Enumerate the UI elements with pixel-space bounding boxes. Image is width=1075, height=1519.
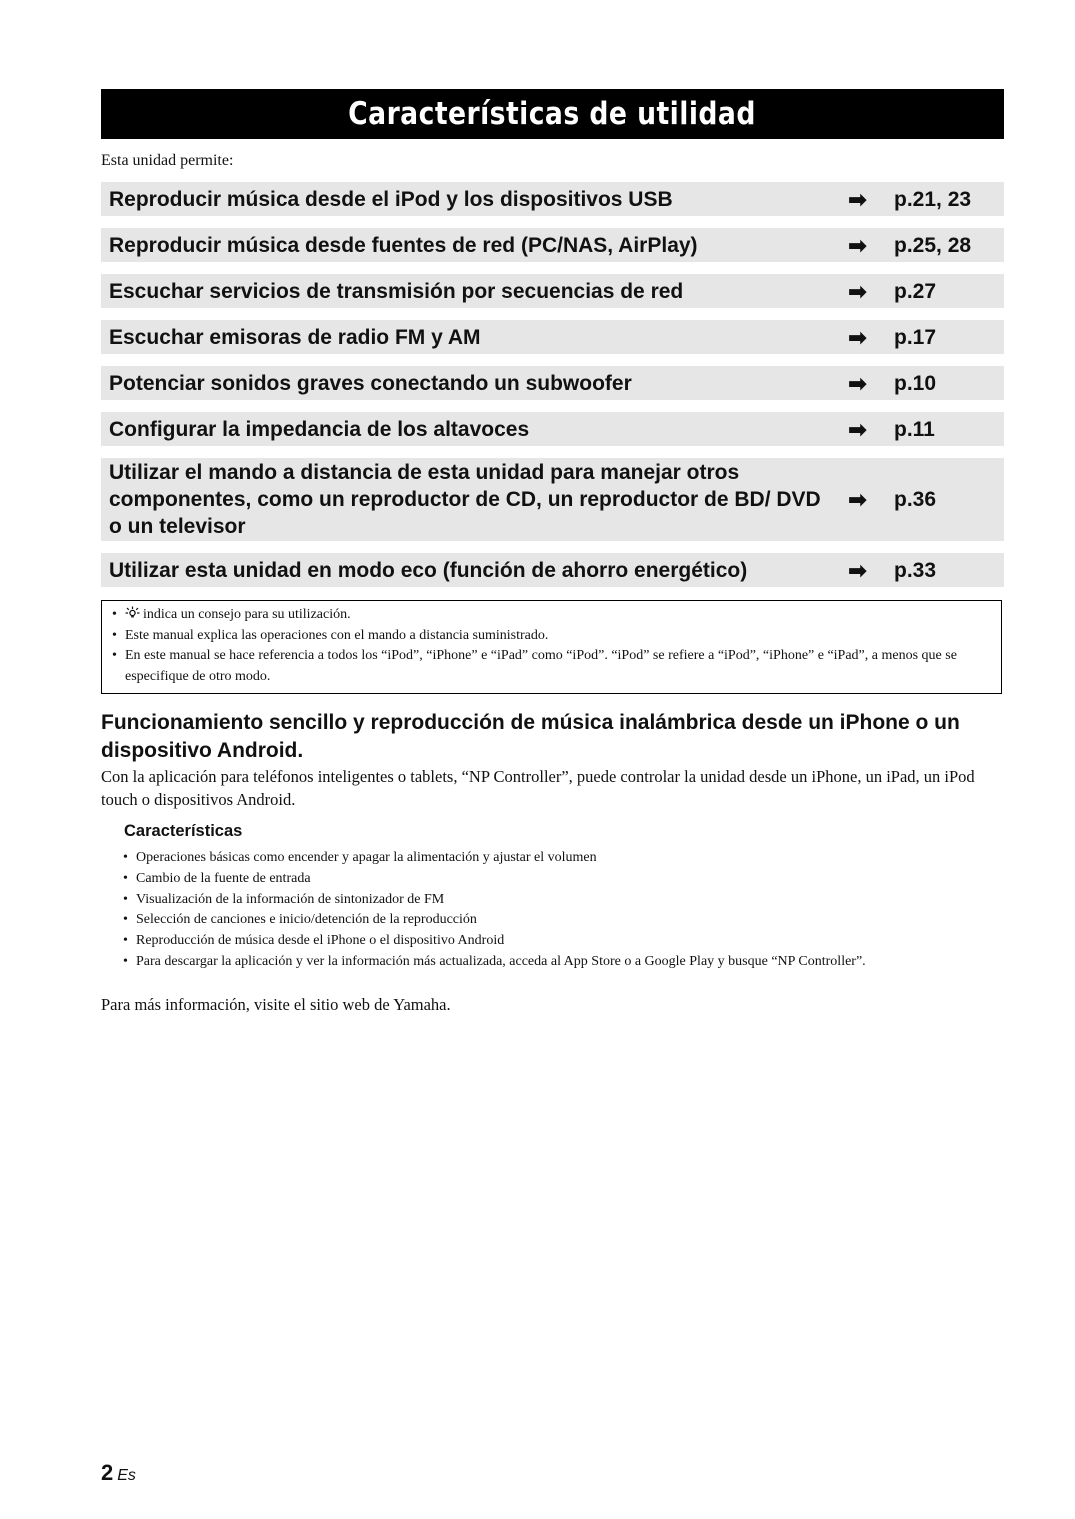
arrow-right-icon: ➡: [848, 370, 867, 396]
page-reference: p.33: [894, 558, 937, 582]
page-reference: p.36: [894, 488, 937, 511]
list-item: • Visualización de la información de sintonizador de FM: [123, 890, 1023, 911]
page-title: Características de utilidad: [348, 96, 757, 132]
page-reference: p.25, 28: [894, 233, 972, 257]
feature-text: Escuchar emisoras de radio FM y AM: [109, 325, 481, 349]
features-subheading: Características: [124, 822, 243, 840]
feature-row: [101, 553, 1004, 587]
arrow-right-icon: ➡: [848, 278, 867, 304]
more-info-text: Para más información, visite el sitio web de Yamaha.: [101, 995, 451, 1014]
title-bar: [101, 89, 1004, 139]
page-number: [101, 1460, 136, 1486]
tip-lightbulb-icon: [125, 605, 140, 626]
feature-row: [101, 182, 1004, 216]
feature-text: Utilizar el mando a distancia de esta unidad para manejar otros componentes, como un reproductor de CD, un reproductor de BD/ DVD o un televisor: [109, 461, 821, 538]
section-heading: Funcionamiento sencillo y reproducción de música inalámbrica desde un iPhone o un dispositivo Android.: [101, 711, 960, 762]
note-text: indica un consejo para su utilización.: [143, 607, 351, 622]
feature-row: [101, 366, 1004, 400]
feature-row: [101, 320, 1004, 354]
notes-box: [101, 600, 1002, 694]
arrow-right-icon: ➡: [848, 557, 867, 583]
page-reference: p.11: [894, 417, 935, 441]
page-reference: p.10: [894, 371, 937, 395]
arrow-right-icon: ➡: [848, 487, 867, 512]
arrow-right-icon: ➡: [848, 186, 867, 212]
page-number-value: 2: [101, 1460, 114, 1485]
section-body: Con la aplicación para teléfonos inteligentes o tablets, “NP Controller”, puede controlar la unidad desde un iPhone, un iPad, un iPod touch o dispositivos Android.: [101, 767, 975, 809]
feature-row: [101, 228, 1004, 262]
feature-row: [101, 458, 1004, 541]
app-features-list: [123, 848, 1023, 973]
list-item: • Cambio de la fuente de entrada: [123, 869, 1023, 890]
feature-text: Potenciar sonidos graves conectando un subwoofer: [109, 371, 632, 395]
feature-text: Configurar la impedancia de los altavoces: [109, 417, 530, 441]
page-reference: p.27: [894, 279, 937, 303]
list-item: • Para descargar la aplicación y ver la información más actualizada, acceda al App Store o a Google Play y busque “NP Controller”.: [123, 952, 1023, 973]
note-item: • Este manual explica las operaciones con el mando a distancia suministrado.: [112, 626, 989, 647]
feature-text: Escuchar servicios de transmisión por secuencias de red: [109, 279, 684, 303]
language-code: Es: [117, 1467, 136, 1484]
list-item: • Reproducción de música desde el iPhone o el dispositivo Android: [123, 931, 1023, 952]
feature-text: Reproducir música desde el iPod y los dispositivos USB: [109, 187, 673, 211]
arrow-right-icon: ➡: [848, 324, 867, 350]
feature-text: Utilizar esta unidad en modo eco (función de ahorro energético): [109, 558, 748, 582]
page-reference: p.17: [894, 325, 937, 349]
list-item: • Operaciones básicas como encender y apagar la alimentación y ajustar el volumen: [123, 848, 1023, 869]
list-item: • Selección de canciones e inicio/detención de la reproducción: [123, 910, 1023, 931]
arrow-right-icon: ➡: [848, 416, 867, 442]
intro-text: Esta unidad permite:: [101, 152, 234, 169]
feature-text: Reproducir música desde fuentes de red (PC/NAS, AirPlay): [109, 233, 698, 257]
note-item: [112, 605, 989, 626]
feature-list: [101, 182, 1004, 599]
feature-row: [101, 274, 1004, 308]
notes-list: [112, 605, 989, 687]
arrow-right-icon: ➡: [848, 232, 867, 258]
note-item: • En este manual se hace referencia a todos los “iPod”, “iPhone” e “iPad” como “iPod”. “iPod” se refiere a “iPod”, “iPhone” e “iPad”, a menos que se especifique de otro modo.: [112, 646, 989, 687]
page-reference: p.21, 23: [894, 187, 972, 211]
feature-row: [101, 412, 1004, 446]
